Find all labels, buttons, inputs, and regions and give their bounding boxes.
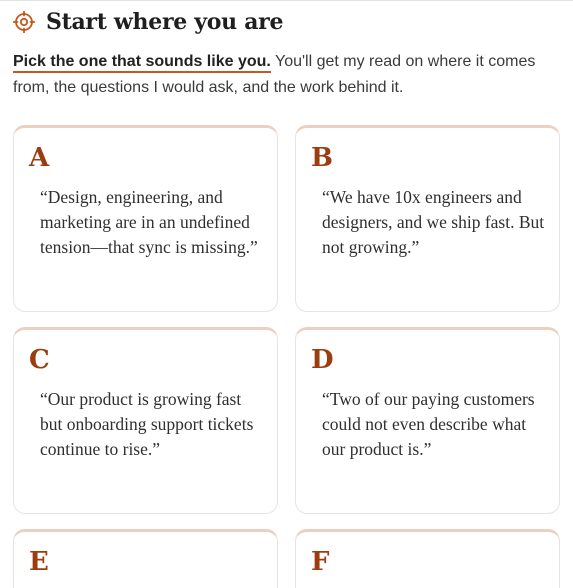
- option-card-c[interactable]: [13, 327, 278, 514]
- card-letter: B: [311, 143, 333, 173]
- option-card-d[interactable]: [295, 327, 560, 514]
- card-quote: “Two of our paying customers could not even describe what our product is.”: [322, 389, 535, 459]
- intro-text: [13, 49, 561, 101]
- option-card-a[interactable]: [13, 125, 278, 312]
- section-header: [13, 6, 283, 38]
- intro-rest: You'll get my read on where it comes from, the questions I would ask, and the work behind it.: [13, 53, 536, 96]
- card-quote: “Design, engineering, and marketing are in an undefined tension—that sync is missing.”: [40, 187, 258, 257]
- option-card-f[interactable]: [295, 529, 560, 588]
- card-letter: A: [29, 143, 50, 173]
- card-quote: “Our product is growing fast but onboarding support tickets continue to rise.”: [40, 389, 254, 459]
- card-letter: F: [311, 547, 330, 577]
- top-divider: [0, 0, 573, 1]
- card-quote: “We have 10x engineers and designers, and we ship fast. But not growing.”: [322, 187, 545, 257]
- card-letter: E: [29, 547, 49, 577]
- target-icon: [13, 11, 35, 33]
- section-title: Start where you are: [46, 9, 284, 35]
- card-letter: C: [29, 345, 50, 375]
- card-letter: D: [311, 345, 334, 375]
- option-card-b[interactable]: [295, 125, 560, 312]
- option-card-e[interactable]: [13, 529, 278, 588]
- intro-lead: Pick the one that sounds like you.: [13, 53, 271, 73]
